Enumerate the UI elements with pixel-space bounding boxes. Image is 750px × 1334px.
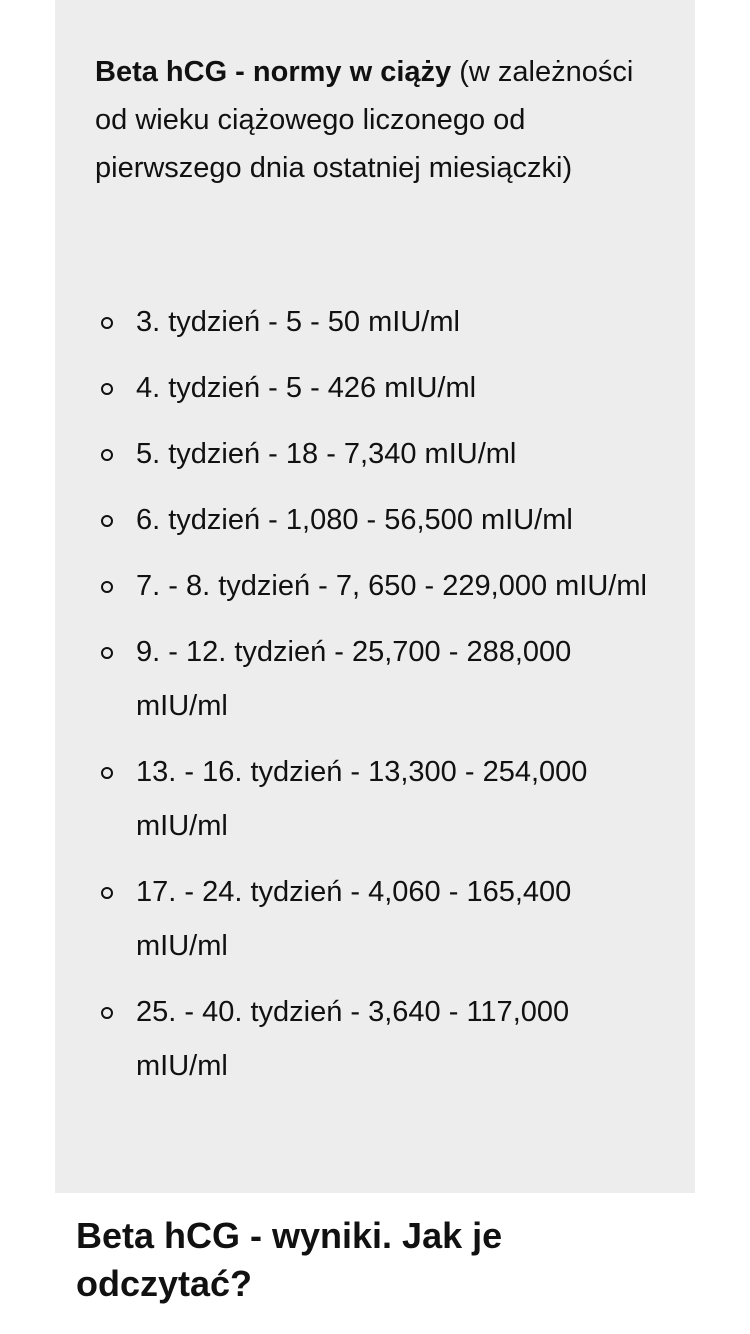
circle-bullet-icon <box>101 449 113 461</box>
circle-bullet-icon <box>101 317 113 329</box>
hcg-norms-list <box>55 295 695 1105</box>
list-item-text: 3. tydzień - 5 - 50 mIU/ml <box>136 306 460 338</box>
circle-bullet-icon <box>101 383 113 395</box>
hcg-norms-subtitle: (w zależności od wieku ciążowego liczonego od pierwszego dnia ostatniej miesiączki) <box>95 56 634 184</box>
list-item-text: 5. tydzień - 18 - 7,340 mIU/ml <box>136 438 517 470</box>
circle-bullet-icon <box>101 1007 113 1019</box>
list-item-text: 7. - 8. tydzień - 7, 650 - 229,000 mIU/ml <box>136 570 647 602</box>
section-heading: Beta hCG - wyniki. Jak je odczytać? <box>76 1215 503 1304</box>
circle-bullet-icon <box>101 887 113 899</box>
circle-bullet-icon <box>101 767 113 779</box>
list-item-text: 9. - 12. tydzień - 25,700 - 288,000 mIU/ml <box>136 636 572 722</box>
list-item-text: 13. - 16. tydzień - 13,300 - 254,000 mIU/ml <box>136 756 588 842</box>
hcg-norms-intro <box>95 48 665 192</box>
circle-bullet-icon <box>101 581 113 593</box>
list-item <box>55 625 695 733</box>
hcg-norms-box <box>55 0 695 1193</box>
list-item <box>55 865 695 973</box>
list-item-text: 4. tydzień - 5 - 426 mIU/ml <box>136 372 477 404</box>
list-item <box>55 745 695 853</box>
hcg-norms-title: Beta hCG - normy w ciąży <box>95 56 452 88</box>
list-item <box>55 985 695 1093</box>
list-item <box>55 559 695 613</box>
list-item <box>55 493 695 547</box>
circle-bullet-icon <box>101 515 113 527</box>
list-item-text: 6. tydzień - 1,080 - 56,500 mIU/ml <box>136 504 573 536</box>
list-item-text: 17. - 24. tydzień - 4,060 - 165,400 mIU/ml <box>136 876 572 962</box>
list-item <box>55 427 695 481</box>
list-item <box>55 361 695 415</box>
list-item-text: 25. - 40. tydzień - 3,640 - 117,000 mIU/ml <box>136 996 570 1082</box>
list-item <box>55 295 695 349</box>
circle-bullet-icon <box>101 647 113 659</box>
